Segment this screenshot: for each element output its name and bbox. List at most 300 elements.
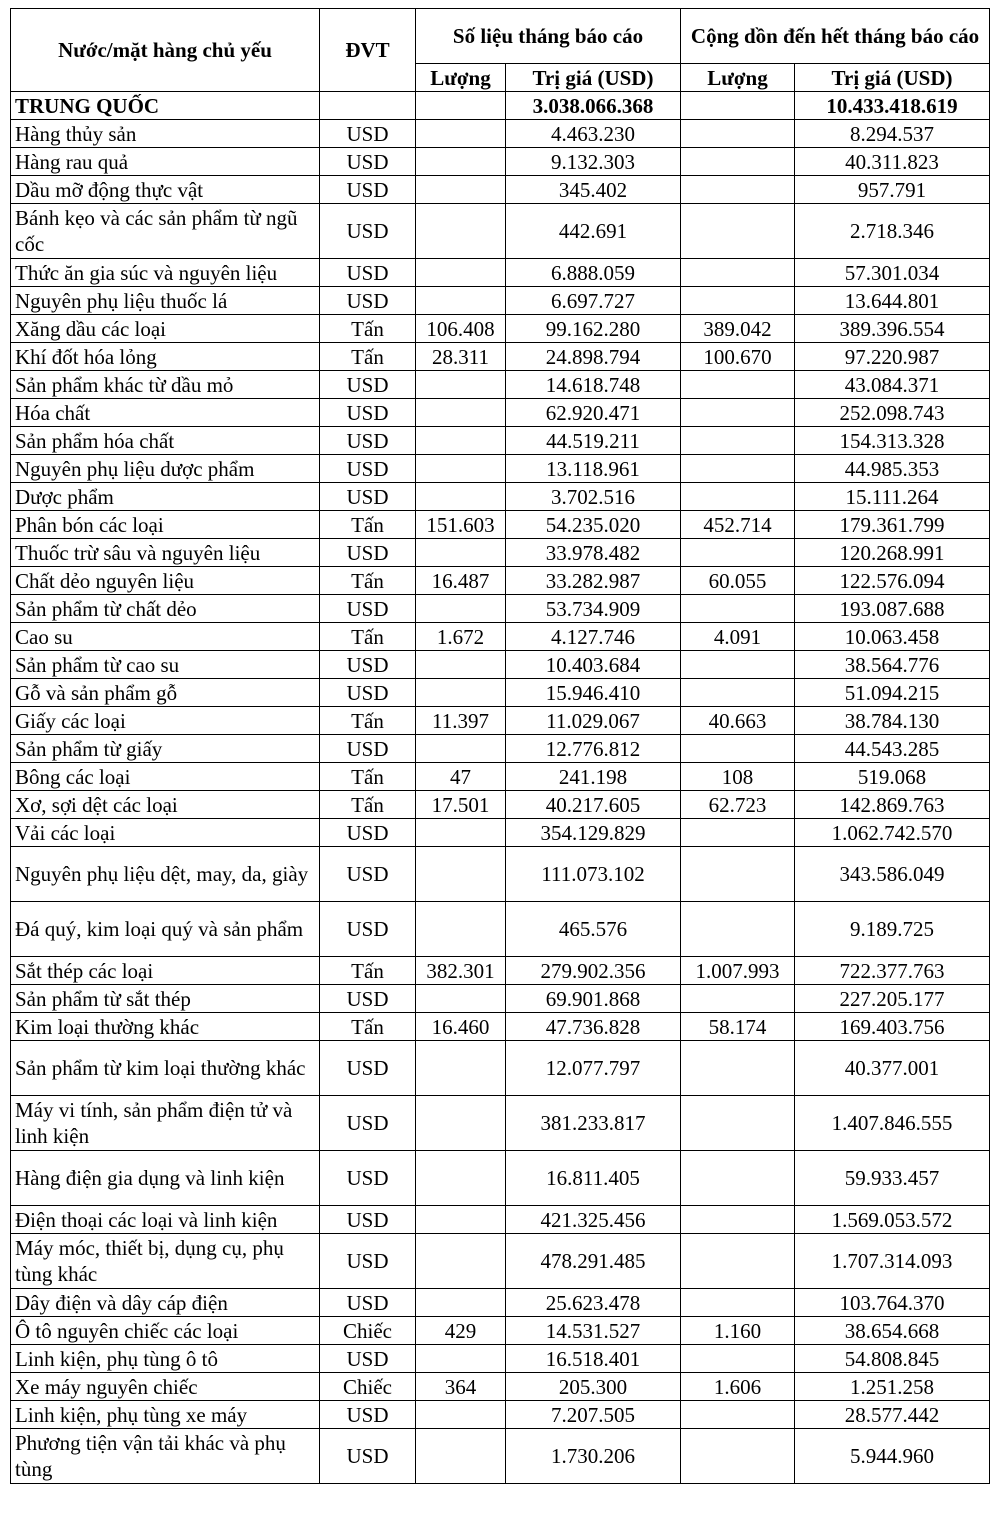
cum-quantity: 1.160 (681, 1317, 795, 1345)
month-value: 99.162.280 (506, 315, 681, 343)
country-month-quantity (416, 92, 506, 120)
item-unit: USD (320, 455, 416, 483)
item-name: Máy vi tính, sản phẩm điện tử và linh kiện (11, 1096, 320, 1151)
header-cum-quantity: Lượng (681, 64, 795, 92)
item-unit: Tấn (320, 567, 416, 595)
cum-value: 1.707.314.093 (795, 1234, 990, 1289)
item-name: Xăng dầu các loại (11, 315, 320, 343)
table-row (11, 679, 990, 707)
country-unit (320, 92, 416, 120)
cum-value: 2.718.346 (795, 204, 990, 259)
month-value: 11.029.067 (506, 707, 681, 735)
month-value: 3.702.516 (506, 483, 681, 511)
cum-quantity (681, 427, 795, 455)
month-quantity (416, 595, 506, 623)
cum-quantity: 60.055 (681, 567, 795, 595)
month-quantity (416, 204, 506, 259)
cum-quantity (681, 1096, 795, 1151)
item-name: Sản phẩm khác từ dầu mỏ (11, 371, 320, 399)
month-value: 6.697.727 (506, 287, 681, 315)
cum-quantity (681, 287, 795, 315)
item-unit: USD (320, 483, 416, 511)
item-name: Dược phẩm (11, 483, 320, 511)
month-quantity: 16.460 (416, 1013, 506, 1041)
cum-quantity: 100.670 (681, 343, 795, 371)
table-row (11, 1041, 990, 1096)
month-quantity (416, 847, 506, 902)
item-name: Phương tiện vận tải khác và phụ tùng (11, 1429, 320, 1484)
month-quantity (416, 985, 506, 1013)
table-row (11, 148, 990, 176)
cum-value: 103.764.370 (795, 1289, 990, 1317)
cum-quantity (681, 1429, 795, 1484)
month-value: 12.776.812 (506, 735, 681, 763)
item-name: Ô tô nguyên chiếc các loại (11, 1317, 320, 1345)
cum-quantity (681, 847, 795, 902)
cum-quantity: 58.174 (681, 1013, 795, 1041)
item-name: Xơ, sợi dệt các loại (11, 791, 320, 819)
cum-value: 44.985.353 (795, 455, 990, 483)
month-value: 13.118.961 (506, 455, 681, 483)
item-unit: USD (320, 595, 416, 623)
item-unit: Tấn (320, 511, 416, 539)
table-row (11, 120, 990, 148)
table-row (11, 763, 990, 791)
item-name: Hàng thủy sản (11, 120, 320, 148)
cum-value: 97.220.987 (795, 343, 990, 371)
item-unit: Chiếc (320, 1373, 416, 1401)
header-cumulative-group: Cộng dồn đến hết tháng báo cáo (681, 9, 990, 64)
cum-value: 15.111.264 (795, 483, 990, 511)
table-body (11, 92, 990, 1484)
table-row (11, 1096, 990, 1151)
table-row (11, 623, 990, 651)
table-row (11, 176, 990, 204)
cum-quantity: 452.714 (681, 511, 795, 539)
month-quantity (416, 120, 506, 148)
item-name: Hàng điện gia dụng và linh kiện (11, 1151, 320, 1206)
cum-quantity: 62.723 (681, 791, 795, 819)
item-unit: USD (320, 985, 416, 1013)
header-cum-value: Trị giá (USD) (795, 64, 990, 92)
table-row (11, 1373, 990, 1401)
cum-quantity (681, 204, 795, 259)
item-unit: USD (320, 204, 416, 259)
item-name: Bánh kẹo và các sản phẩm từ ngũ cốc (11, 204, 320, 259)
month-value: 4.463.230 (506, 120, 681, 148)
item-name: Xe máy nguyên chiếc (11, 1373, 320, 1401)
table-row (11, 735, 990, 763)
item-name: Cao su (11, 623, 320, 651)
month-quantity (416, 427, 506, 455)
item-name: Thuốc trừ sâu và nguyên liệu (11, 539, 320, 567)
cum-quantity (681, 985, 795, 1013)
month-quantity: 151.603 (416, 511, 506, 539)
item-name: Phân bón các loại (11, 511, 320, 539)
item-name: Dầu mỡ động thực vật (11, 176, 320, 204)
country-cum-quantity (681, 92, 795, 120)
cum-quantity (681, 483, 795, 511)
month-value: 10.403.684 (506, 651, 681, 679)
month-quantity (416, 539, 506, 567)
cum-value: 43.084.371 (795, 371, 990, 399)
table-row (11, 539, 990, 567)
table-row (11, 595, 990, 623)
cum-value: 44.543.285 (795, 735, 990, 763)
country-name: TRUNG QUỐC (11, 92, 320, 120)
month-value: 33.978.482 (506, 539, 681, 567)
table-row (11, 1429, 990, 1484)
item-unit: Tấn (320, 791, 416, 819)
month-quantity (416, 176, 506, 204)
country-month-value: 3.038.066.368 (506, 92, 681, 120)
item-name: Máy móc, thiết bị, dụng cụ, phụ tùng khác (11, 1234, 320, 1289)
table-row (11, 315, 990, 343)
table-row (11, 287, 990, 315)
cum-value: 722.377.763 (795, 957, 990, 985)
cum-quantity: 1.606 (681, 1373, 795, 1401)
table-row (11, 1151, 990, 1206)
table-row (11, 567, 990, 595)
item-name: Linh kiện, phụ tùng ô tô (11, 1345, 320, 1373)
cum-quantity (681, 1151, 795, 1206)
month-value: 111.073.102 (506, 847, 681, 902)
table-row (11, 455, 990, 483)
month-quantity: 382.301 (416, 957, 506, 985)
cum-quantity (681, 371, 795, 399)
item-name: Linh kiện, phụ tùng xe máy (11, 1401, 320, 1429)
cum-value: 169.403.756 (795, 1013, 990, 1041)
cum-value: 1.407.846.555 (795, 1096, 990, 1151)
import-table (10, 8, 990, 1484)
item-unit: USD (320, 120, 416, 148)
cum-value: 9.189.725 (795, 902, 990, 957)
cum-quantity (681, 455, 795, 483)
month-quantity (416, 399, 506, 427)
header-month-quantity: Lượng (416, 64, 506, 92)
cum-value: 8.294.537 (795, 120, 990, 148)
month-quantity: 28.311 (416, 343, 506, 371)
cum-value: 1.062.742.570 (795, 819, 990, 847)
month-quantity (416, 1289, 506, 1317)
cum-quantity (681, 595, 795, 623)
cum-value: 227.205.177 (795, 985, 990, 1013)
month-quantity: 1.672 (416, 623, 506, 651)
item-name: Hàng rau quả (11, 148, 320, 176)
month-quantity (416, 455, 506, 483)
item-unit: USD (320, 287, 416, 315)
cum-value: 179.361.799 (795, 511, 990, 539)
month-quantity (416, 259, 506, 287)
table-row (11, 1317, 990, 1345)
month-quantity: 16.487 (416, 567, 506, 595)
item-name: Vải các loại (11, 819, 320, 847)
cum-value: 142.869.763 (795, 791, 990, 819)
item-unit: USD (320, 1206, 416, 1234)
cum-value: 343.586.049 (795, 847, 990, 902)
cum-quantity (681, 1041, 795, 1096)
item-unit: USD (320, 1234, 416, 1289)
header-item-name: Nước/mặt hàng chủ yếu (11, 9, 320, 92)
cum-quantity (681, 399, 795, 427)
item-unit: USD (320, 1096, 416, 1151)
cum-quantity (681, 148, 795, 176)
month-value: 381.233.817 (506, 1096, 681, 1151)
month-value: 69.901.868 (506, 985, 681, 1013)
item-name: Gỗ và sản phẩm gỗ (11, 679, 320, 707)
cum-quantity (681, 902, 795, 957)
cum-value: 59.933.457 (795, 1151, 990, 1206)
cum-quantity (681, 1401, 795, 1429)
cum-value: 252.098.743 (795, 399, 990, 427)
month-quantity (416, 148, 506, 176)
month-quantity (416, 1041, 506, 1096)
item-unit: USD (320, 902, 416, 957)
cum-value: 38.784.130 (795, 707, 990, 735)
table-row (11, 957, 990, 985)
table-row (11, 707, 990, 735)
item-unit: USD (320, 651, 416, 679)
month-value: 14.531.527 (506, 1317, 681, 1345)
item-unit: USD (320, 819, 416, 847)
item-unit: Tấn (320, 763, 416, 791)
cum-value: 5.944.960 (795, 1429, 990, 1484)
cum-value: 13.644.801 (795, 287, 990, 315)
cum-value: 154.313.328 (795, 427, 990, 455)
item-unit: USD (320, 399, 416, 427)
table-row (11, 1401, 990, 1429)
cum-quantity (681, 1345, 795, 1373)
month-value: 279.902.356 (506, 957, 681, 985)
month-value: 241.198 (506, 763, 681, 791)
cum-quantity: 1.007.993 (681, 957, 795, 985)
item-unit: Tấn (320, 623, 416, 651)
item-name: Nguyên phụ liệu dược phẩm (11, 455, 320, 483)
table-row (11, 511, 990, 539)
month-value: 16.811.405 (506, 1151, 681, 1206)
item-unit: USD (320, 1345, 416, 1373)
cum-value: 54.808.845 (795, 1345, 990, 1373)
month-quantity: 17.501 (416, 791, 506, 819)
item-unit: USD (320, 259, 416, 287)
item-name: Sản phẩm hóa chất (11, 427, 320, 455)
month-value: 62.920.471 (506, 399, 681, 427)
month-value: 6.888.059 (506, 259, 681, 287)
item-name: Nguyên phụ liệu thuốc lá (11, 287, 320, 315)
cum-quantity (681, 679, 795, 707)
month-quantity: 11.397 (416, 707, 506, 735)
month-quantity (416, 1429, 506, 1484)
month-value: 14.618.748 (506, 371, 681, 399)
header-month-group: Số liệu tháng báo cáo (416, 9, 681, 64)
cum-quantity (681, 539, 795, 567)
item-name: Dây điện và dây cáp điện (11, 1289, 320, 1317)
cum-quantity: 40.663 (681, 707, 795, 735)
item-name: Sản phẩm từ kim loại thường khác (11, 1041, 320, 1096)
month-value: 9.132.303 (506, 148, 681, 176)
header-unit: ĐVT (320, 9, 416, 92)
month-quantity: 106.408 (416, 315, 506, 343)
month-value: 4.127.746 (506, 623, 681, 651)
header-month-value: Trị giá (USD) (506, 64, 681, 92)
table-row (11, 1289, 990, 1317)
cum-quantity (681, 120, 795, 148)
item-name: Sản phẩm từ chất dẻo (11, 595, 320, 623)
cum-quantity (681, 1206, 795, 1234)
month-quantity (416, 1206, 506, 1234)
country-cum-value: 10.433.418.619 (795, 92, 990, 120)
item-unit: USD (320, 176, 416, 204)
table-row (11, 1013, 990, 1041)
item-name: Giấy các loại (11, 707, 320, 735)
item-name: Sắt thép các loại (11, 957, 320, 985)
table-row (11, 371, 990, 399)
cum-value: 122.576.094 (795, 567, 990, 595)
month-quantity (416, 1345, 506, 1373)
month-quantity (416, 735, 506, 763)
month-value: 205.300 (506, 1373, 681, 1401)
month-quantity: 47 (416, 763, 506, 791)
month-value: 25.623.478 (506, 1289, 681, 1317)
cum-quantity: 389.042 (681, 315, 795, 343)
country-row (11, 92, 990, 120)
cum-quantity: 108 (681, 763, 795, 791)
item-unit: USD (320, 679, 416, 707)
item-unit: USD (320, 371, 416, 399)
cum-value: 38.564.776 (795, 651, 990, 679)
month-value: 15.946.410 (506, 679, 681, 707)
item-name: Sản phẩm từ cao su (11, 651, 320, 679)
month-quantity: 364 (416, 1373, 506, 1401)
month-value: 478.291.485 (506, 1234, 681, 1289)
month-quantity (416, 1151, 506, 1206)
month-value: 12.077.797 (506, 1041, 681, 1096)
item-unit: USD (320, 1289, 416, 1317)
cum-quantity (681, 1289, 795, 1317)
month-quantity (416, 287, 506, 315)
table-row (11, 902, 990, 957)
item-unit: USD (320, 735, 416, 763)
table-row (11, 483, 990, 511)
month-value: 47.736.828 (506, 1013, 681, 1041)
table-row (11, 791, 990, 819)
item-name: Hóa chất (11, 399, 320, 427)
table-row (11, 1234, 990, 1289)
item-name: Thức ăn gia súc và nguyên liệu (11, 259, 320, 287)
item-unit: USD (320, 148, 416, 176)
cum-value: 28.577.442 (795, 1401, 990, 1429)
item-name: Nguyên phụ liệu dệt, may, da, giày (11, 847, 320, 902)
item-unit: Tấn (320, 1013, 416, 1041)
item-unit: USD (320, 1401, 416, 1429)
table-row (11, 819, 990, 847)
item-name: Sản phẩm từ giấy (11, 735, 320, 763)
cum-value: 38.654.668 (795, 1317, 990, 1345)
item-name: Kim loại thường khác (11, 1013, 320, 1041)
cum-quantity (681, 259, 795, 287)
table-row (11, 259, 990, 287)
table-row (11, 651, 990, 679)
month-value: 44.519.211 (506, 427, 681, 455)
month-quantity (416, 679, 506, 707)
month-value: 442.691 (506, 204, 681, 259)
table-row (11, 1206, 990, 1234)
month-quantity (416, 371, 506, 399)
item-unit: USD (320, 847, 416, 902)
month-value: 53.734.909 (506, 595, 681, 623)
cum-value: 193.087.688 (795, 595, 990, 623)
table-row (11, 343, 990, 371)
month-value: 16.518.401 (506, 1345, 681, 1373)
cum-quantity (681, 819, 795, 847)
cum-value: 40.311.823 (795, 148, 990, 176)
cum-quantity (681, 735, 795, 763)
cum-value: 1.251.258 (795, 1373, 990, 1401)
item-unit: USD (320, 1151, 416, 1206)
item-name: Điện thoại các loại và linh kiện (11, 1206, 320, 1234)
month-value: 354.129.829 (506, 819, 681, 847)
item-name: Chất dẻo nguyên liệu (11, 567, 320, 595)
table-row (11, 204, 990, 259)
item-unit: USD (320, 539, 416, 567)
cum-quantity (681, 651, 795, 679)
month-quantity (416, 819, 506, 847)
cum-value: 1.569.053.572 (795, 1206, 990, 1234)
month-quantity (416, 651, 506, 679)
month-quantity (416, 1234, 506, 1289)
month-value: 465.576 (506, 902, 681, 957)
cum-quantity: 4.091 (681, 623, 795, 651)
cum-value: 10.063.458 (795, 623, 990, 651)
month-value: 40.217.605 (506, 791, 681, 819)
table-row (11, 847, 990, 902)
month-value: 1.730.206 (506, 1429, 681, 1484)
month-quantity (416, 1401, 506, 1429)
table-row (11, 1345, 990, 1373)
item-name: Bông các loại (11, 763, 320, 791)
item-name: Sản phẩm từ sắt thép (11, 985, 320, 1013)
month-value: 33.282.987 (506, 567, 681, 595)
table-row (11, 427, 990, 455)
item-unit: USD (320, 427, 416, 455)
item-unit: Tấn (320, 343, 416, 371)
cum-quantity (681, 176, 795, 204)
month-value: 54.235.020 (506, 511, 681, 539)
cum-value: 519.068 (795, 763, 990, 791)
month-quantity (416, 483, 506, 511)
cum-value: 40.377.001 (795, 1041, 990, 1096)
item-unit: Chiếc (320, 1317, 416, 1345)
month-value: 421.325.456 (506, 1206, 681, 1234)
item-unit: Tấn (320, 707, 416, 735)
month-quantity: 429 (416, 1317, 506, 1345)
item-unit: USD (320, 1041, 416, 1096)
item-name: Khí đốt hóa lỏng (11, 343, 320, 371)
item-unit: USD (320, 1429, 416, 1484)
cum-value: 51.094.215 (795, 679, 990, 707)
table-row (11, 985, 990, 1013)
cum-value: 389.396.554 (795, 315, 990, 343)
item-unit: Tấn (320, 957, 416, 985)
table-row (11, 399, 990, 427)
cum-value: 120.268.991 (795, 539, 990, 567)
month-value: 24.898.794 (506, 343, 681, 371)
cum-value: 57.301.034 (795, 259, 990, 287)
month-quantity (416, 902, 506, 957)
month-quantity (416, 1096, 506, 1151)
cum-quantity (681, 1234, 795, 1289)
cum-value: 957.791 (795, 176, 990, 204)
